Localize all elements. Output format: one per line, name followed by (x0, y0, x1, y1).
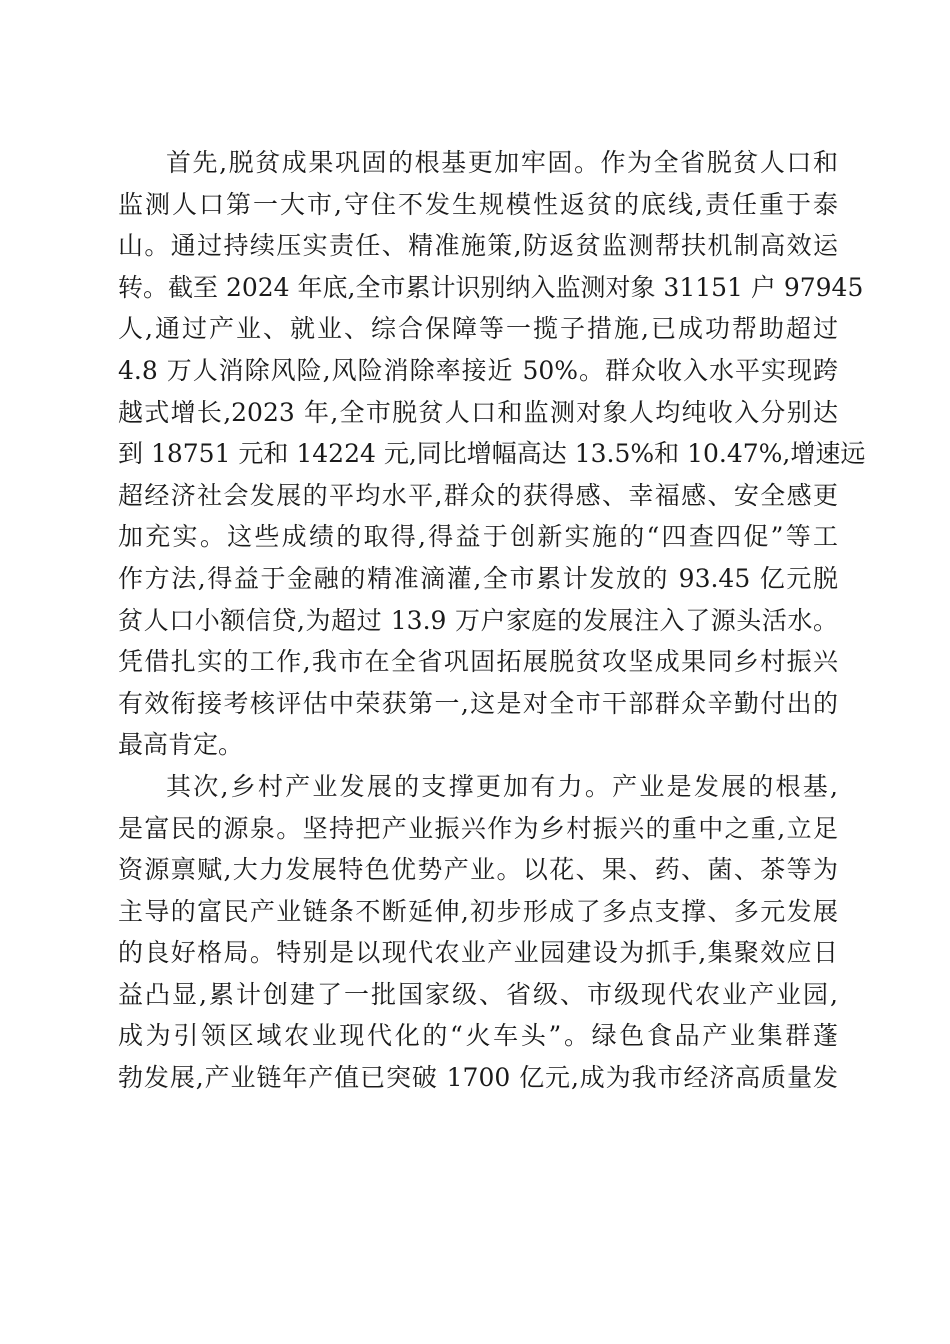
paragraph-1-line-12: 贫人口小额信贷,为超过 13.9 万户家庭的发展注入了源头活水。 (118, 605, 838, 635)
paragraph-1-line-11: 作方法,得益于金融的精准滴灌,全市累计发放的 93.45 亿元脱 (118, 563, 838, 593)
paragraph-1-line-4: 转。截至 2024 年底,全市累计识别纳入监测对象 31151 户 97945 (118, 272, 864, 302)
paragraph-1-line-9: 超经济社会发展的平均水平,群众的获得感、幸福感、安全感更 (118, 480, 838, 510)
paragraph-2-line-8: 勃发展,产业链年产值已突破 1700 亿元,成为我市经济高质量发 (118, 1063, 838, 1093)
paragraph-1-line-13: 凭借扎实的工作,我市在全省巩固拓展脱贫攻坚成果同乡村振兴 (118, 647, 838, 677)
paragraph-2-line-7: 成为引领区域农业现代化的“火车头”。绿色食品产业集群蓬 (118, 1021, 838, 1051)
paragraph-2-line-3: 资源禀赋,大力发展特色优势产业。以花、果、药、菌、茶等为 (118, 855, 838, 885)
paragraph-1-line-1: 首先,脱贫成果巩固的根基更加牢固。作为全省脱贫人口和 (166, 148, 838, 177)
paragraph-1-line-7: 越式增长,2023 年,全市脱贫人口和监测对象人均纯收入分别达 (118, 397, 838, 427)
paragraph-1-line-8: 到 18751 元和 14224 元,同比增幅高达 13.5%和 10.47%,增速远 (118, 439, 866, 469)
paragraph-1-line-14: 有效衔接考核评估中荣获第一,这是对全市干部群众辛勤付出的 (118, 688, 838, 718)
paragraph-1-line-2: 监测人口第一大市,守住不发生规模性返贫的底线,责任重于泰 (118, 189, 838, 219)
paragraph-2-line-6: 益凸显,累计创建了一批国家级、省级、市级现代农业产业园, (118, 979, 838, 1009)
paragraph-1-line-6: 4.8 万人消除风险,风险消除率接近 50%。群众收入水平实现跨 (118, 355, 838, 385)
paragraph-1-line-5: 人,通过产业、就业、综合保障等一揽子措施,已成功帮助超过 (118, 314, 838, 344)
paragraph-2-line-5: 的良好格局。特别是以现代农业产业园建设为抓手,集聚效应日 (118, 938, 838, 968)
paragraph-2-line-1: 其次,乡村产业发展的支撑更加有力。产业是发展的根基, (166, 771, 838, 801)
paragraph-1-line-10: 加充实。这些成绩的取得,得益于创新实施的“四查四促”等工 (118, 522, 838, 552)
body-text (118, 142, 866, 1099)
paragraph-2-line-4: 主导的富民产业链条不断延伸,初步形成了多点支撑、多元发展 (118, 896, 838, 926)
paragraph-2-line-2: 是富民的源泉。坚持把产业振兴作为乡村振兴的重中之重,立足 (118, 813, 838, 843)
paragraph-1-line-15: 最高肯定。 (118, 730, 244, 760)
paragraph-1-line-3: 山。通过持续压实责任、精准施策,防返贫监测帮扶机制高效运 (118, 231, 838, 261)
